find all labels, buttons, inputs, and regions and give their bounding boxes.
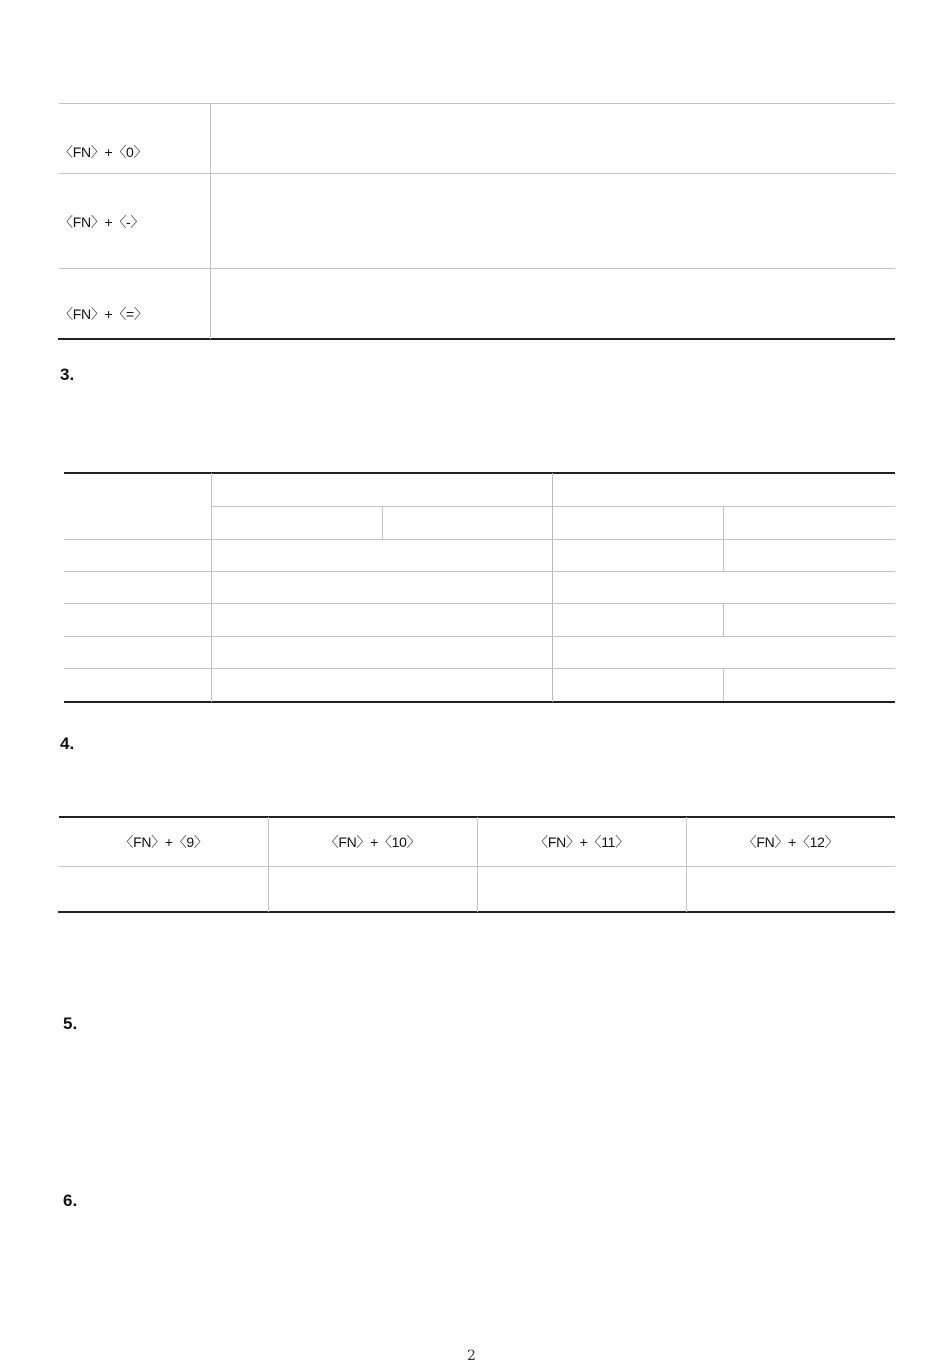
table-rule [59, 103, 895, 104]
table-rule [59, 173, 895, 174]
header-fn-12: 〈FN〉+〈12〉 [742, 834, 839, 850]
header-fn-11: 〈FN〉+〈11〉 [534, 834, 629, 850]
section-3-heading: 3. [60, 365, 75, 384]
section-6-heading: 6. [63, 1191, 78, 1210]
table-divider [723, 603, 724, 636]
section-5-heading: 5. [63, 1014, 78, 1033]
table-divider [723, 539, 724, 571]
table-rule [58, 338, 895, 340]
table-divider [211, 473, 212, 702]
table-rule [64, 636, 895, 637]
key-combo-fn-equals: 〈FN〉+〈=〉 [59, 306, 148, 322]
table-divider [382, 506, 383, 539]
header-fn-10: 〈FN〉+〈10〉 [324, 834, 421, 850]
table-rule [211, 506, 895, 507]
table-divider [210, 103, 211, 339]
section-4-heading: 4. [60, 734, 75, 753]
page-number: 2 [467, 1348, 476, 1364]
header-fn-9: 〈FN〉+〈9〉 [119, 834, 208, 850]
table-divider [552, 473, 553, 702]
key-combo-fn-0: 〈FN〉+〈0〉 [59, 144, 148, 160]
table-rule [59, 268, 895, 269]
table-rule [64, 603, 895, 604]
table-rule [64, 539, 895, 540]
key-combo-fn-minus: 〈FN〉+〈-〉 [59, 214, 145, 230]
table-rule [64, 668, 895, 669]
table-divider [723, 668, 724, 701]
table-rule [64, 472, 895, 474]
table-rule [64, 571, 895, 572]
table-rule [64, 701, 895, 703]
table-divider [723, 506, 724, 539]
